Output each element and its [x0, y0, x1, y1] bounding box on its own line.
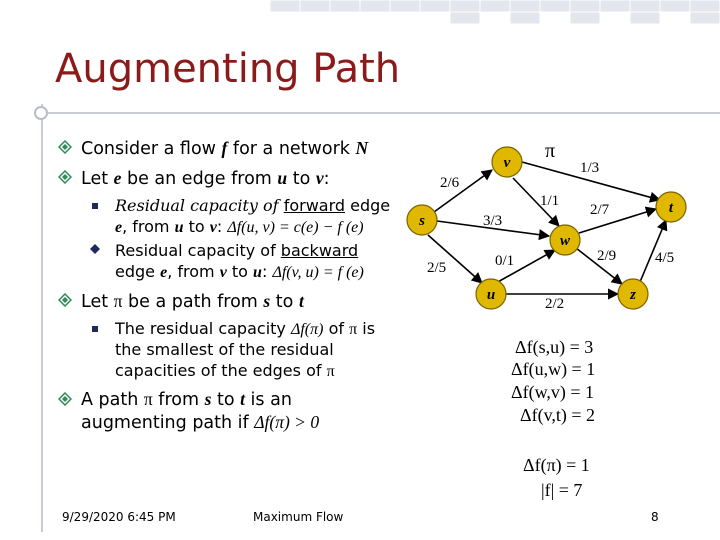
edge-label-s-u: 2/5	[427, 260, 447, 276]
decorative-grid-header	[270, 0, 720, 24]
text-fragment: A path	[81, 390, 144, 410]
decorative-vertical-line	[41, 104, 43, 532]
subbullet-path-residual-l3	[115, 360, 335, 382]
edge-label-w-t: 2/7	[590, 202, 610, 218]
formula-path-residual: Δf(π)	[290, 321, 324, 338]
edge-label-s-w: 3/3	[483, 213, 503, 229]
var-v: v	[219, 264, 227, 281]
node-label-u: u	[486, 287, 496, 303]
text-fragment: :	[261, 262, 273, 281]
subbullet-forward-residual	[115, 195, 390, 216]
subbullet-path-residual-l2: the smallest of the residual	[115, 340, 334, 359]
var-pi: π	[143, 389, 153, 409]
subbullet-backward-formula-line	[115, 261, 364, 283]
var-pi: π	[349, 321, 358, 338]
formula-forward-residual: Δf(u, v) = c(e) − f (e)	[227, 219, 364, 236]
bullet-path-definition	[81, 290, 304, 313]
square-bullet-icon	[92, 203, 98, 209]
text-fragment: Residual capacity of	[115, 196, 284, 215]
edge-label-u-w: 0/1	[495, 253, 515, 269]
decorative-horizontal-line	[37, 112, 720, 114]
var-e: e	[160, 264, 168, 281]
var-v: v	[209, 219, 217, 236]
edge-label-z-t: 4/5	[655, 250, 675, 266]
node-label-t: t	[668, 200, 674, 216]
bullet-edge-definition	[81, 167, 330, 190]
var-pi: π	[326, 363, 335, 380]
formula-augmenting-condition: Δf(π) > 0	[254, 412, 320, 432]
slide-title: Augmenting Path	[55, 46, 401, 92]
subbullet-path-residual-l1	[115, 318, 375, 340]
edge-label-w-z: 2/9	[597, 248, 617, 264]
text-fragment: be an edge from	[121, 169, 278, 189]
equation-flow-value: |f| = 7	[541, 480, 583, 500]
var-u: u	[174, 219, 184, 236]
var-t: t	[240, 389, 245, 409]
bullet-flow-network	[81, 137, 368, 160]
var-u: u	[277, 168, 288, 188]
node-label-s: s	[419, 213, 425, 229]
text-fragment: Consider a flow	[81, 139, 222, 159]
var-f: f	[221, 138, 228, 158]
text-fragment: be a path from	[122, 292, 264, 312]
bullet-augmenting-path-l1	[81, 388, 292, 411]
var-e: e	[115, 219, 123, 236]
text-fragment: to	[270, 292, 299, 312]
text-fragment: edge	[345, 196, 391, 215]
text-forward: forward	[283, 196, 346, 215]
edge-label-u-z: 2/2	[545, 296, 565, 312]
var-N: N	[355, 138, 369, 158]
var-v: v	[315, 168, 324, 188]
var-pi: π	[113, 291, 123, 311]
edge-label-s-v: 2/6	[440, 175, 460, 191]
var-t: t	[298, 291, 304, 311]
equation-residual-wv: Δf(w,v) = 1	[511, 382, 595, 402]
path-pi-label: π	[545, 140, 556, 162]
text-fragment: is an	[244, 390, 292, 410]
equation-residual-path: Δf(π) = 1	[523, 455, 590, 475]
text-fragment: to	[287, 169, 316, 189]
text-fragment: for a network	[227, 139, 356, 159]
equation-residual-su: Δf(s,u) = 3	[515, 337, 594, 357]
text-fragment: , from	[167, 262, 220, 281]
flow-network-diagram	[390, 130, 720, 320]
var-s: s	[204, 389, 212, 409]
diamond-bullet-icon	[58, 170, 72, 184]
text-fragment: , from	[122, 217, 175, 236]
var-e: e	[113, 168, 122, 188]
text-fragment: capacities of the edges of	[115, 361, 327, 380]
text-fragment: The residual capacity	[115, 319, 291, 338]
text-fragment: is	[357, 319, 376, 338]
diamond-bullet-icon	[58, 293, 72, 307]
node-label-v: v	[503, 155, 511, 171]
text-fragment: edge	[115, 262, 161, 281]
text-fragment: to	[183, 217, 210, 236]
footer-title: Maximum Flow	[253, 510, 344, 524]
square-bullet-icon	[92, 326, 98, 332]
equation-residual-uw: Δf(u,w) = 1	[511, 359, 596, 379]
decorative-ring-icon	[34, 106, 48, 120]
edge-label-v-w: 1/1	[540, 193, 560, 209]
diamond-bullet-icon	[58, 140, 72, 154]
text-fragment: Let	[81, 292, 114, 312]
text-fragment: :	[216, 217, 228, 236]
subbullet-forward-formula-line	[115, 216, 364, 238]
text-backward: backward	[280, 241, 359, 260]
equation-residual-vt: Δf(v,t) = 2	[520, 405, 596, 425]
text-fragment: :	[323, 169, 330, 189]
bullet-augmenting-path-l2	[81, 411, 319, 434]
page-number: 8	[651, 510, 659, 524]
text-fragment: to	[211, 390, 241, 410]
text-fragment: from	[152, 390, 205, 410]
edge-label-v-t: 1/3	[580, 160, 600, 176]
text-fragment: augmenting path if	[81, 413, 255, 433]
var-u: u	[253, 264, 262, 281]
footer-date: 9/29/2020 6:45 PM	[62, 510, 176, 524]
text-fragment: Let	[81, 169, 114, 189]
subbullet-backward-residual	[115, 240, 358, 261]
var-s: s	[263, 291, 271, 311]
node-label-w: w	[559, 233, 571, 249]
node-label-z: z	[630, 287, 636, 303]
text-fragment: Residual capacity of	[115, 241, 281, 260]
formula-backward-residual: Δf(v, u) = f (e)	[272, 264, 364, 281]
diamond-small-bullet-icon	[90, 244, 100, 254]
text-fragment: of	[323, 319, 350, 338]
text-fragment: to	[226, 262, 254, 281]
diamond-bullet-icon	[58, 392, 72, 406]
